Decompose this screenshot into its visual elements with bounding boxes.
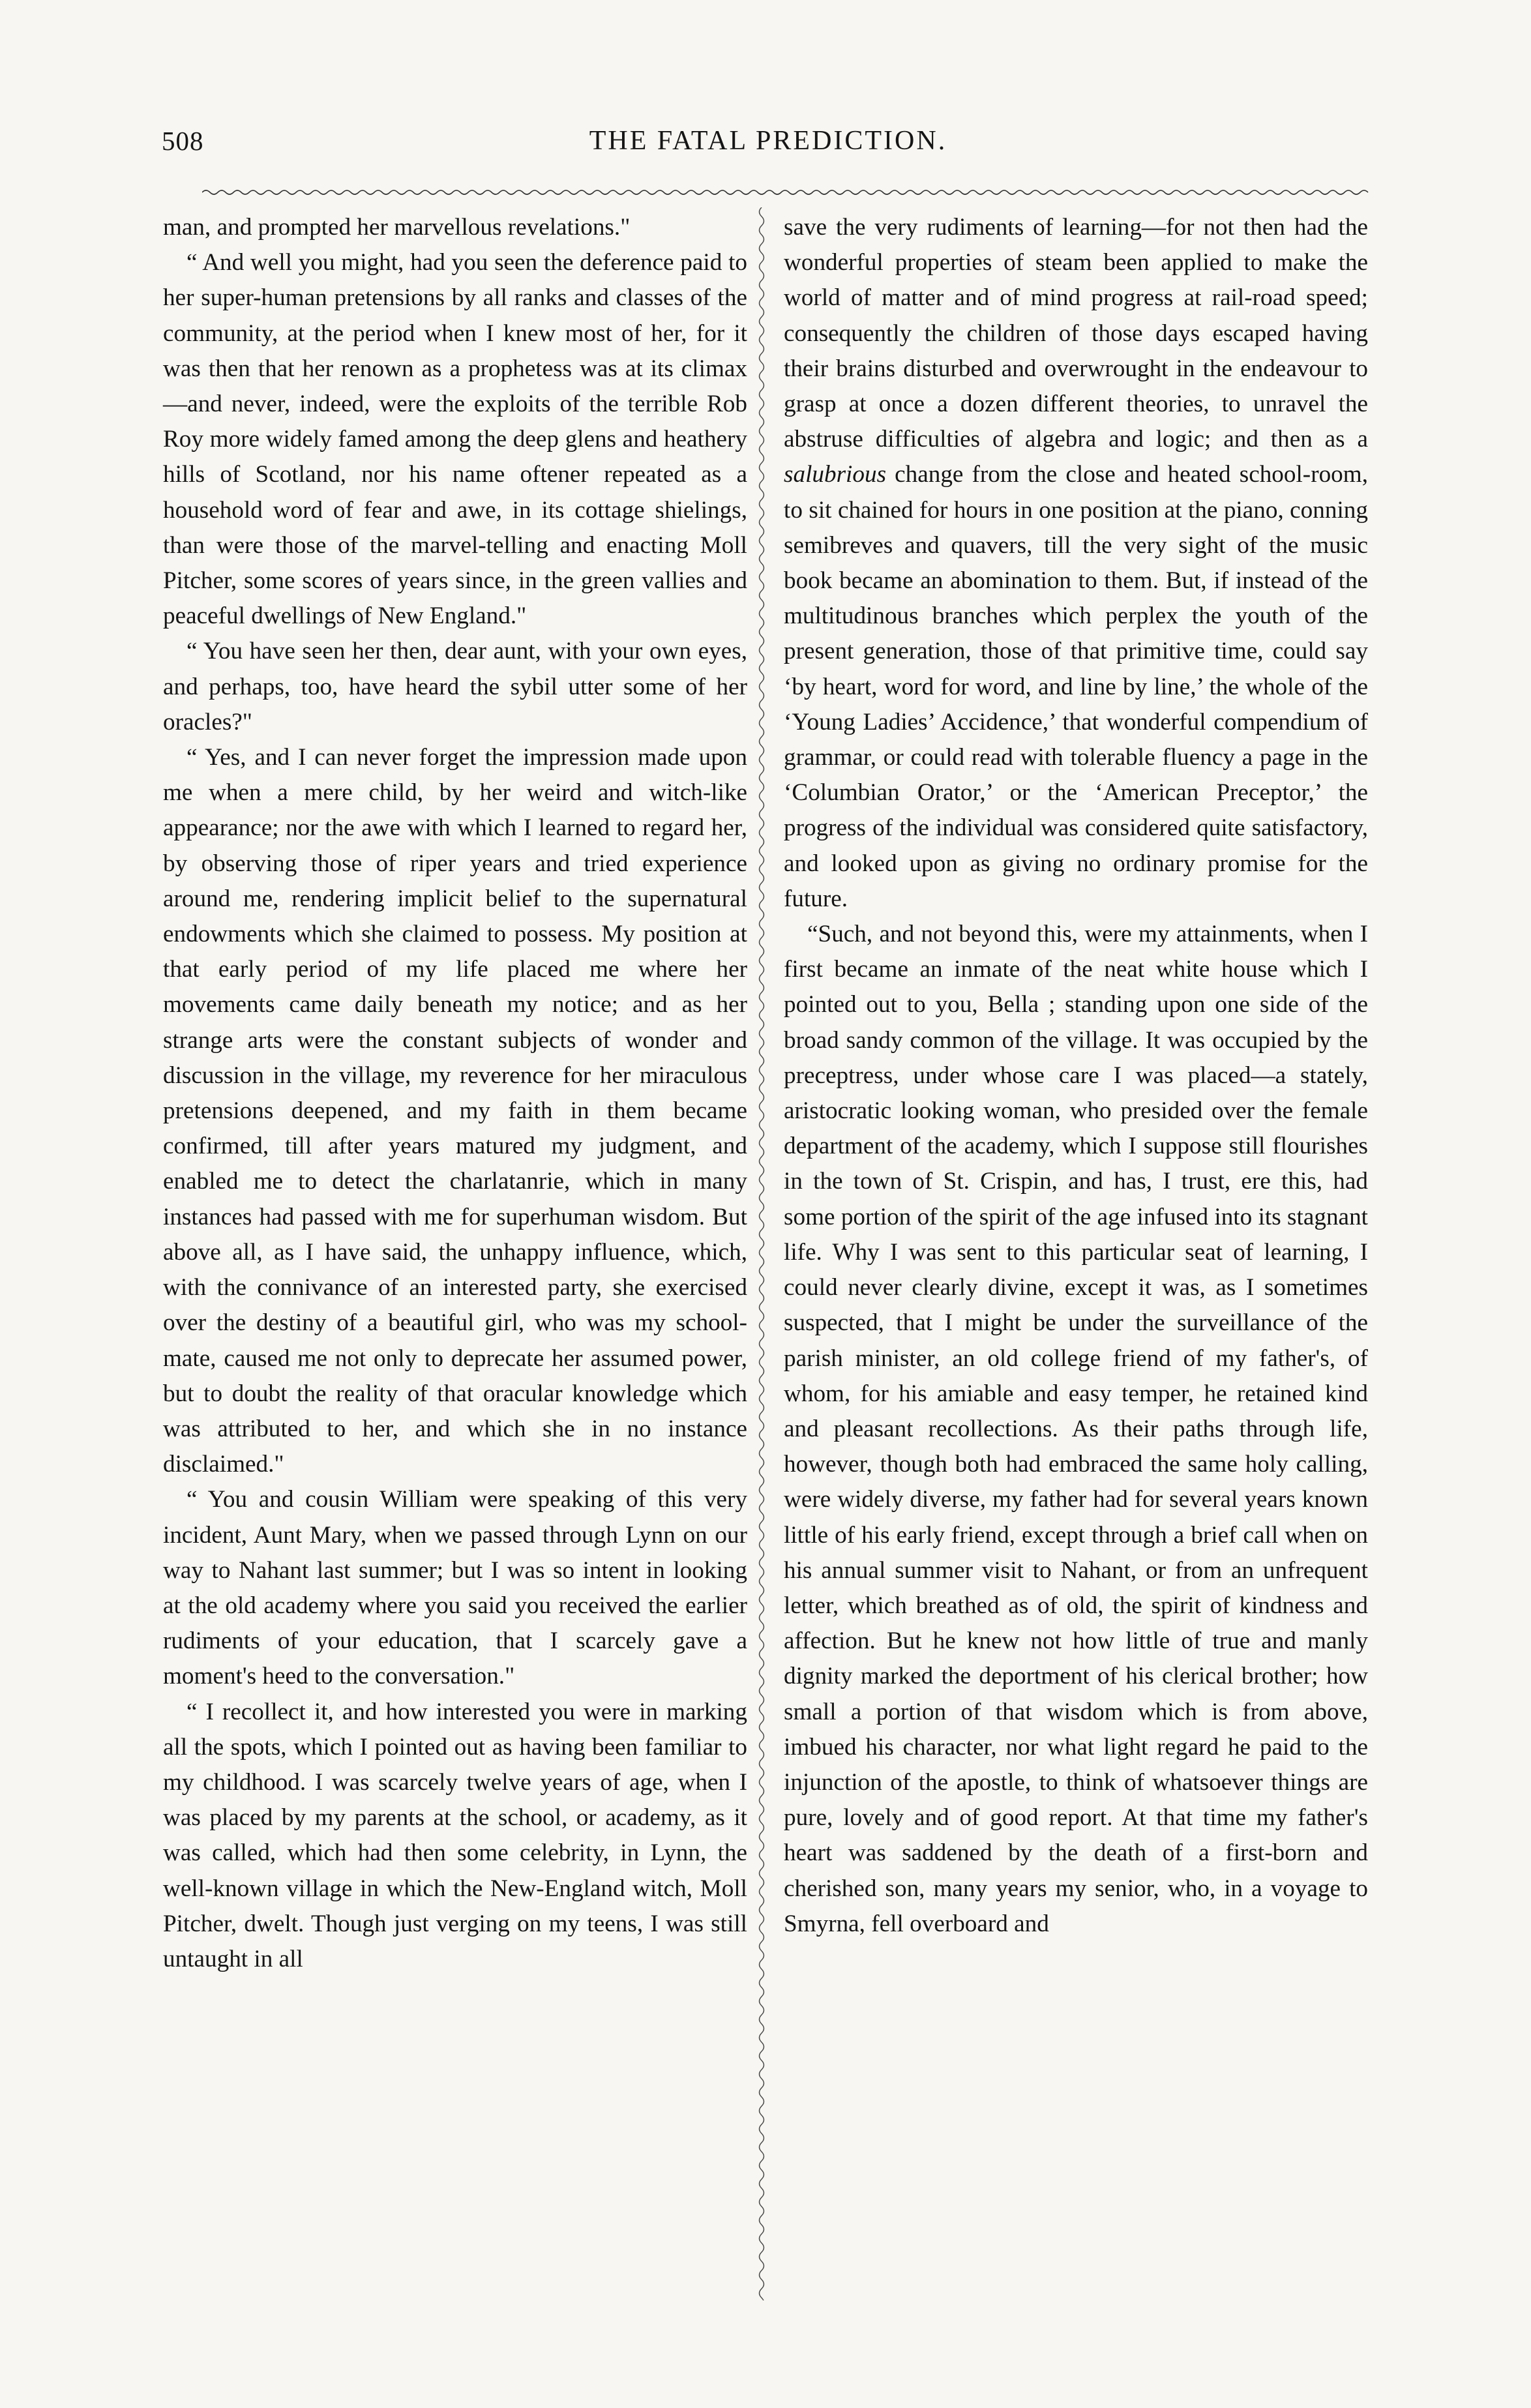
paragraph-text: change from the close and heated school-room, to sit chained for hours in one position at the piano, conning semibreves and quavers, till the very sight of the music book became an abomination to them. But, if instead of the multitudinous branches which perplex the youth of the present generation, those of that primitive time, could say ‘by heart, word for word, and line by line,’ the whole of the ‘Young Ladies’ Accidence,’ that wonderful compendium of grammar, or could read with tolerable fluency a page in the ‘Columbian Orator,’ or the ‘American Preceptor,’ the progress of the individual was considered quite satisfactory, and looked upon as giving no ordinary promise for the future. — [784, 461, 1368, 912]
page-header — [162, 125, 1375, 164]
page-number: 508 — [162, 126, 204, 156]
italic-word: salubrious — [784, 461, 887, 488]
header-wavy-rule — [202, 188, 1369, 197]
right-column — [784, 210, 1368, 1942]
paragraph: “ You and cousin William were speaking of this very incident, Aunt Mary, when we passed through Lynn on our way to Nahant last summer; but I was so intent in looking at the old academy where you said you received the earlier rudiments of your education, that I scarcely gave a moment's heed to the conversation." — [163, 1486, 747, 1690]
column-divider-wavy-rule — [755, 207, 768, 2300]
paragraph: “ I recollect it, and how interested you were in marking all the spots, which I pointed out as having been familiar to my childhood. I was scarcely twelve years of age, when I was placed by my parents at the school, or academy, as it was called, which had then some celebrity, in Lynn, the well-known village in which the New-England witch, Moll Pitcher, dwelt. Though just verging on my teens, I was still untaught in all — [163, 1698, 747, 1972]
paragraph: “ Yes, and I can never forget the impression made upon me when a mere child, by her weird and witch-like appearance; nor the awe with which I learned to regard her, by observing those of riper years and tried experience around me, rendering implicit belief to the supernatural endowments which she claimed to possess. My position at that early period of my life placed me where her movements came daily beneath my notice; and as her strange arts were the constant subjects of wonder and discussion in the village, my reverence for her miraculous pretensions deepened, and my faith in them became confirmed, till after years matured my judgment, and enabled me to detect the charlatanrie, which in many instances had passed with me for superhuman wisdom. But above all, as I have said, the unhappy influence, which, with the connivance of an interested party, she exercised over the destiny of a beautiful girl, who was my school-mate, caused me not only to deprecate her assumed power, but to doubt the reality of that oracular knowledge which was attributed to her, and which she in no instance disclaimed." — [163, 744, 747, 1478]
paragraph: “ And well you might, had you seen the deference paid to her super-human pretensions by all ranks and classes of the community, at the period when I knew most of her, for it was then that her renown as a prophetess was at its climax—and never, indeed, were the exploits of the terrible Rob Roy more widely famed among the deep glens and heathery hills of Scotland, nor his name oftener repeated as a household word of fear and awe, in its cottage shielings, than were those of the marvel-telling and enacting Moll Pitcher, some scores of years since, in the green vallies and peaceful dwellings of New England." — [163, 249, 747, 630]
paragraph: “ You have seen her then, dear aunt, with your own eyes, and perhaps, too, have heard the sybil utter some of her oracles?" — [163, 638, 747, 736]
paragraph-text: save the very rudiments of learning—for not then had the wonderful properties of steam been applied to make the world of matter and of mind progress at rail-road speed; consequently the children of those days escaped having their brains disturbed and overwrought in the endeavour to grasp at once a dozen different theories, to unravel the abstruse difficulties of algebra and logic; and then as a — [784, 214, 1368, 453]
paragraph: “Such, and not beyond this, were my attainments, when I first became an inmate of the neat white house which I pointed out to you, Bella ; standing upon one side of the broad sandy common of the village. It was occupied by the preceptress, under whose care I was placed—a stately, aristocratic looking woman, who presided over the female department of the academy, which I suppose still flourishes in the town of St. Crispin, and has, I trust, ere this, had some portion of the spirit of the age infused into its stagnant life. Why I was sent to this particular seat of learning, I could never clearly divine, except it was, as I sometimes suspected, that I might be under the surveillance of the parish minister, an old college friend of my father's, of whom, for his amiable and easy temper, he retained kind and pleasant recollections. As their paths through life, however, though both had embraced the same holy calling, were widely diverse, my father had for several years known little of his early friend, except through a brief call when on his annual summer visit to Nahant, or from an unfrequent letter, which breathed as of old, the spirit of kindness and affection. But he knew not how little of true and manly dignity marked the deportment of his clerical brother; how small a portion of that wisdom which is from above, imbued his character, nor what light regard he paid to the injunction of the apostle, to think of whatsoever things are pure, lovely and of good report. At that time my father's heart was saddened by the death of a first-born and cherished son, many years my senior, who, in a voyage to Smyrna, fell overboard and — [784, 921, 1368, 1937]
left-column — [163, 210, 747, 1977]
running-title: THE FATAL PREDICTION. — [589, 126, 947, 156]
paragraph: man, and prompted her marvellous revelations." — [163, 214, 631, 241]
paragraph — [784, 210, 1368, 917]
